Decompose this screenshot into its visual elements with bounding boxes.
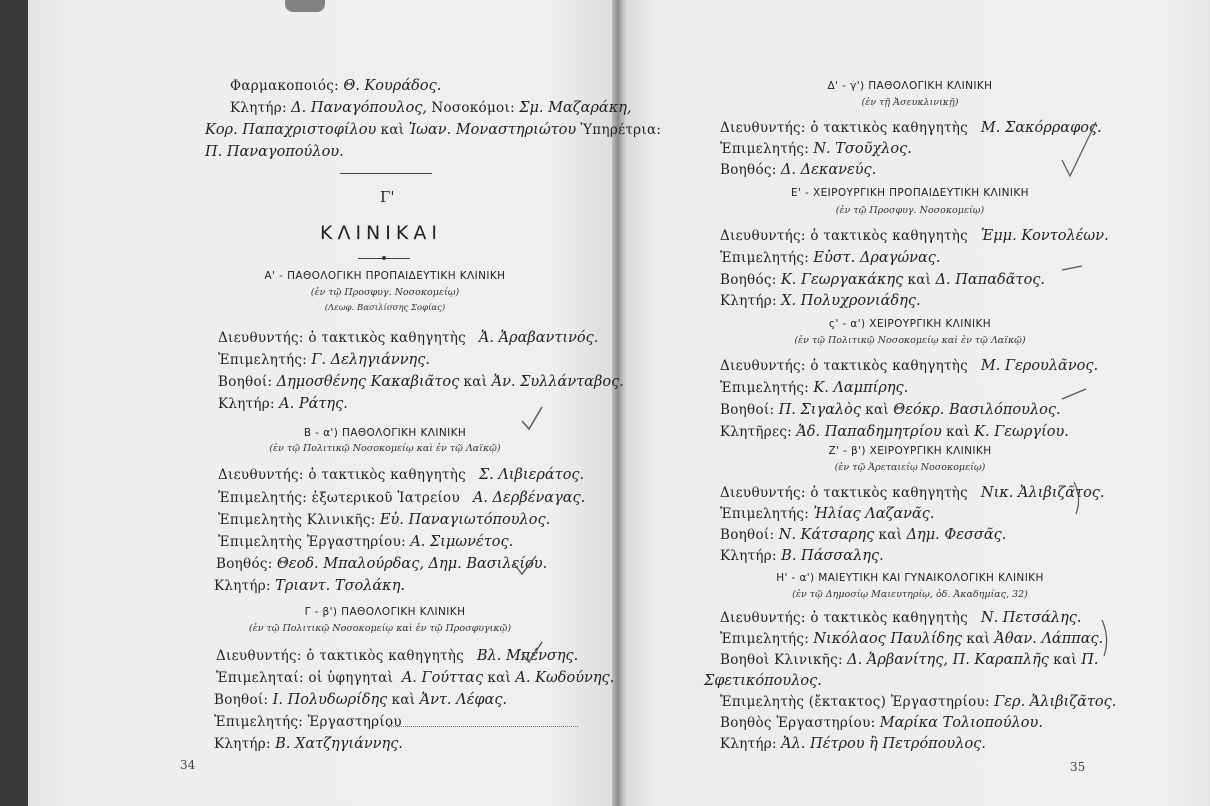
staff-name: Ἀ. Ἀραβαντινός.	[478, 330, 599, 346]
intro-line-2	[230, 100, 632, 116]
staff-row	[720, 485, 1105, 501]
staff-role: Βοηθοί:	[214, 692, 269, 708]
staff-name: Κ. Γεωργίου.	[974, 424, 1069, 440]
staff-name: Θεόκρ. Βασιλόπουλος.	[893, 402, 1061, 418]
blank-leader	[388, 726, 578, 727]
intro-label: καὶ	[380, 122, 405, 138]
staff-row	[214, 736, 403, 752]
staff-row	[216, 670, 614, 686]
staff-name: Β. Χατζηγιάννης.	[275, 736, 403, 752]
staff-role: Διευθυντής: ὁ τακτικὸς καθηγητὴς	[218, 330, 467, 346]
staff-role: Κλητήρ:	[214, 578, 271, 594]
clinic-address: (Λεωφ. Βασιλίσσης Σοφίας)	[324, 303, 446, 313]
intro-label: Ὑπηρέτρια:	[580, 122, 662, 138]
staff-role: Βοηθός:	[720, 162, 777, 178]
staff-name: Εὐστ. Δραγώνας.	[813, 250, 941, 266]
divider-dot	[382, 256, 386, 260]
staff-name: Νικ. Ἀλιβιζᾶτος.	[980, 485, 1105, 501]
clinic-title: Ε' - ΧΕΙΡΟΥΡΓΙΚΗ ΠΡΟΠΑΙΔΕΥΤΙΚΗ ΚΛΙΝΙΚΗ	[791, 187, 1029, 199]
divider	[340, 173, 432, 174]
staff-name: Γερ. Ἀλιβιζᾶτος.	[994, 694, 1117, 710]
staff-name: Α. Δερβέναγας.	[472, 490, 586, 506]
staff-role: Διευθυντής: ὁ τακτικὸς καθηγητὴς	[720, 120, 969, 136]
staff-name: Ν. Κάτσαρης	[778, 527, 875, 543]
staff-role: Κλητήρ:	[218, 396, 275, 412]
intro-label: Κλητήρ:	[230, 100, 287, 116]
clinic-subtitle: (ἐν τῷ Πολιτικῷ Νοσοκομείῳ καὶ ἐν τῷ Προσφυγικῷ)	[248, 623, 512, 634]
staff-row	[720, 694, 1116, 710]
intro-label: Φαρμακοποιός:	[230, 78, 340, 94]
intro-value: Π. Παναγοπούλου.	[205, 144, 344, 160]
staff-row	[720, 506, 934, 522]
staff-row	[720, 380, 908, 396]
staff-role: Διευθυντής: ὁ τακτικὸς καθηγητὴς	[720, 485, 969, 501]
clinic-subtitle: (ἐν τῷ Ἀρεταιείῳ Νοσοκομείῳ)	[834, 462, 986, 473]
staff-row	[720, 162, 876, 178]
staff-row	[720, 652, 1099, 668]
pencil-dash-mark	[1060, 260, 1086, 276]
staff-row	[214, 692, 507, 708]
staff-name: Δημ. Φεσσᾶς.	[906, 527, 1007, 543]
staff-role: Ἐπιμελητὴς (ἔκτακτος) Ἐργαστηρίου:	[720, 694, 990, 710]
staff-name: Π.	[1081, 652, 1099, 668]
staff-name: Α. Ράτης.	[279, 396, 348, 412]
staff-name: Θεοδ. Μπαλούρδας, Δημ. Βασιλείου.	[276, 556, 548, 572]
staff-name: Α. Κωδούνης.	[515, 670, 615, 686]
staff-name: Ἀδ. Παπαδημητρίου	[796, 424, 942, 440]
clinic-title: Γ - β') ΠΑΘΟΛΟΓΙΚΗ ΚΛΙΝΙΚΗ	[304, 606, 466, 618]
staff-role: Ἐπιμελητὴς Κλινικῆς:	[218, 512, 376, 528]
pencil-bracket-mark	[1098, 618, 1114, 658]
page-number: 34	[180, 758, 196, 772]
staff-role: Ἐπιμελητής:	[720, 380, 810, 396]
staff-name: Δ. Δεκανεύς.	[780, 162, 877, 178]
clinic-title: Η' - α') ΜΑΙΕΥΤΙΚΗ ΚΑΙ ΓΥΝΑΙΚΟΛΟΓΙΚΗ ΚΛΙΝΙΚΗ	[776, 572, 1044, 584]
page-number: 35	[1070, 760, 1086, 774]
staff-row	[720, 527, 1006, 543]
pencil-check-mark	[512, 552, 538, 578]
clinic-title: Δ' - γ') ΠΑΘΟΛΟΓΙΚΗ ΚΛΙΝΙΚΗ	[827, 80, 993, 92]
staff-row	[720, 715, 1043, 731]
staff-name: Α. Σιμωνέτος.	[410, 534, 514, 550]
conjunction: καὶ	[463, 374, 488, 390]
staff-row	[720, 548, 884, 564]
staff-name: Ἀλ. Πέτρου ἢ Πετρόπουλος.	[781, 736, 986, 752]
staff-role: Βοηθοί:	[720, 402, 775, 418]
conjunction: καὶ	[946, 424, 970, 440]
staff-name: Ἐμμ. Κοντολέων.	[980, 228, 1109, 244]
staff-name: Βλ. Μπένσης.	[476, 648, 579, 664]
staff-row	[218, 512, 550, 528]
staff-role: Ἐπιμελητής:	[720, 250, 810, 266]
pencil-dash-mark	[1060, 385, 1090, 405]
staff-name: Ι. Πολυδωρίδης	[272, 692, 388, 708]
staff-role: Βοηθοί:	[720, 527, 775, 543]
conjunction: καὶ	[391, 692, 416, 708]
staff-row	[720, 141, 912, 157]
staff-name: Γ. Δεληγιάννης.	[311, 352, 430, 368]
staff-name: Δ. Παπαδᾶτος.	[935, 272, 1046, 288]
staff-role: Ἐπιμελητὴς Ἐργαστηρίου:	[218, 534, 406, 550]
staff-name: Ἀν. Συλλάνταβος.	[491, 374, 624, 390]
section-number: Γ'	[380, 188, 395, 206]
staff-row	[720, 736, 986, 752]
staff-row	[720, 228, 1109, 244]
staff-row	[720, 424, 1069, 440]
intro-value: Ἰωαν. Μοναστηριώτου	[408, 122, 577, 138]
staff-role: Βοηθὸς Ἐργαστηρίου:	[720, 715, 876, 731]
staff-name: Μ. Γερουλᾶνος.	[980, 358, 1099, 374]
clinic-title: Ζ' - β') ΧΕΙΡΟΥΡΓΙΚΗ ΚΛΙΝΙΚΗ	[828, 445, 992, 457]
clinic-subtitle: (ἐν τῷ Προσφυγ. Νοσοκομείῳ)	[310, 287, 460, 298]
staff-role: Διευθυντής: ὁ τακτικὸς καθηγητὴς	[720, 228, 969, 244]
staff-name: Κ. Γεωργακάκης	[780, 272, 904, 288]
clinic-title: Β - α') ΠΑΘΟΛΟΓΙΚΗ ΚΛΙΝΙΚΗ	[303, 427, 467, 439]
intro-value: Δ. Παναγόπουλος,	[291, 100, 428, 116]
staff-role: Διευθυντής: ὁ τακτικὸς καθηγητὴς	[720, 358, 969, 374]
pencil-check-mark	[1060, 120, 1100, 190]
staff-role: Διευθυντής: ὁ τακτικὸς καθηγητὴς	[216, 648, 465, 664]
staff-role: Κλητήρ:	[720, 548, 777, 564]
staff-row	[720, 272, 1045, 288]
staff-name: Εὐ. Παναγιωτόπουλος.	[379, 512, 551, 528]
intro-label: Νοσοκόμοι:	[431, 100, 515, 116]
staff-row	[214, 714, 402, 730]
staff-row	[704, 673, 822, 689]
staff-name: Β. Πάσσαλης.	[781, 548, 884, 564]
staff-role: Ἐπιμελητής:	[720, 141, 810, 157]
staff-row	[218, 534, 513, 550]
staff-name: Νικόλαος Παυλίδης	[813, 631, 963, 647]
staff-row	[720, 358, 1098, 374]
staff-role: Ἐπιμελητής: Ἐργαστηρίου	[214, 714, 402, 730]
staff-name: Δημοσθένης Κακαβιᾶτος	[276, 374, 460, 390]
intro-line-1	[230, 78, 441, 94]
staff-role: Κλητήρ:	[214, 736, 271, 752]
staff-role: Κλητῆρες:	[720, 424, 793, 440]
staff-row	[218, 467, 584, 483]
staff-role: Ἐπιμελητής: ἐξωτερικοῦ Ἰατρείου	[218, 490, 460, 506]
staff-role: Κλητήρ:	[720, 293, 777, 309]
staff-role: Ἐπιμελητής:	[720, 631, 810, 647]
intro-value: Κορ. Παπαχριστοφίλου	[205, 122, 377, 138]
intro-value: Σμ. Μαζαράκη,	[519, 100, 632, 116]
conjunction: καὶ	[487, 670, 512, 686]
staff-name: Μαρίκα Τολιοπούλου.	[879, 715, 1043, 731]
clinic-subtitle: (ἐν τῷ Πολιτικῷ Νοσοκομείῳ καὶ ἐν τῷ Λαϊκῷ)	[794, 335, 1026, 346]
clinic-subtitle: (ἐν τῷ Προσφυγ. Νοσοκομείῳ)	[835, 205, 985, 216]
section-title: ΚΛΙΝΙΚΑΙ	[320, 222, 442, 244]
clinic-title: Α' - ΠΑΘΟΛΟΓΙΚΗ ΠΡΟΠΑΙΔΕΥΤΙΚΗ ΚΛΙΝΙΚΗ	[264, 270, 506, 282]
staff-name: Σ. Λιβιεράτος.	[478, 467, 585, 483]
staff-row	[720, 610, 1082, 626]
clinic-subtitle: (ἐν τῇ Ἀσευκλινικῇ)	[861, 97, 959, 108]
clinic-subtitle: (ἐν τῷ Πολιτικῷ Νοσοκομείῳ καὶ ἐν τῷ Λαϊκῷ)	[269, 443, 501, 454]
staff-row	[218, 330, 598, 346]
intro-value: Θ. Κουράδος.	[343, 78, 442, 94]
clinic-subtitle: (ἐν τῷ Δημοσίῳ Μαιευτηρίῳ, ὁδ. Ἀκαδημίας, 32)	[792, 589, 1028, 600]
staff-role: Ἐπιμελητής:	[218, 352, 308, 368]
staff-row	[218, 374, 624, 390]
staff-role: Βοηθός:	[720, 272, 777, 288]
staff-row	[720, 120, 1102, 136]
staff-row	[214, 578, 405, 594]
conjunction: καὶ	[865, 402, 889, 418]
staff-row	[218, 396, 348, 412]
staff-name: Α. Γούττας	[401, 670, 484, 686]
staff-name: Μ. Σακόρραφος.	[980, 120, 1102, 136]
staff-role: Βοηθοὶ Κλινικῆς:	[720, 652, 843, 668]
staff-role: Κλητήρ:	[720, 736, 777, 752]
staff-row	[216, 556, 547, 572]
staff-name: Ἀθαν. Λάππας.	[994, 631, 1104, 647]
staff-name: Ἠλίας Λαζανᾶς.	[813, 506, 935, 522]
staff-row	[720, 250, 941, 266]
staff-name: Σφετικόπουλος.	[704, 673, 822, 689]
staff-name: Δ. Ἀρβανίτης, Π. Καραπλῆς	[847, 652, 1049, 668]
conjunction: καὶ	[907, 272, 932, 288]
staff-name: Ν. Πετσάλης.	[980, 610, 1082, 626]
staff-row	[218, 490, 585, 506]
pencil-check-mark	[520, 405, 544, 435]
staff-name: Ν. Τσοῦχλος.	[813, 141, 912, 157]
staff-role: Διευθυντής: ὁ τακτικὸς καθηγητὴς	[218, 467, 467, 483]
staff-row	[720, 631, 1103, 647]
staff-role: Βοηθός:	[216, 556, 273, 572]
conjunction: καὶ	[1053, 652, 1077, 668]
intro-line-3	[205, 122, 661, 138]
staff-name: Κ. Λαμπίρης.	[813, 380, 909, 396]
staff-row	[720, 402, 1061, 418]
binder-clip	[285, 0, 325, 12]
staff-name: Τριαντ. Τσολάκη.	[275, 578, 405, 594]
staff-role: Βοηθοί:	[218, 374, 273, 390]
staff-row	[720, 293, 921, 309]
conjunction: καὶ	[966, 631, 991, 647]
staff-row	[218, 352, 430, 368]
staff-name: Ἀντ. Λέφας.	[419, 692, 508, 708]
pencil-bracket-mark	[1070, 480, 1086, 516]
staff-name: Χ. Πολυχρονιάδης.	[781, 293, 921, 309]
conjunction: καὶ	[878, 527, 903, 543]
intro-line-4	[205, 144, 344, 160]
staff-role: Ἐπιμεληταί: οἱ ὑφηγηταὶ	[216, 670, 394, 686]
clinic-title: ς' - α') ΧΕΙΡΟΥΡΓΙΚΗ ΚΛΙΝΙΚΗ	[828, 318, 992, 330]
pencil-check-mark	[520, 640, 544, 666]
staff-role: Διευθυντής: ὁ τακτικὸς καθηγητὴς	[720, 610, 969, 626]
staff-role: Ἐπιμελητής:	[720, 506, 810, 522]
staff-name: Π. Σιγαλὸς	[778, 402, 861, 418]
